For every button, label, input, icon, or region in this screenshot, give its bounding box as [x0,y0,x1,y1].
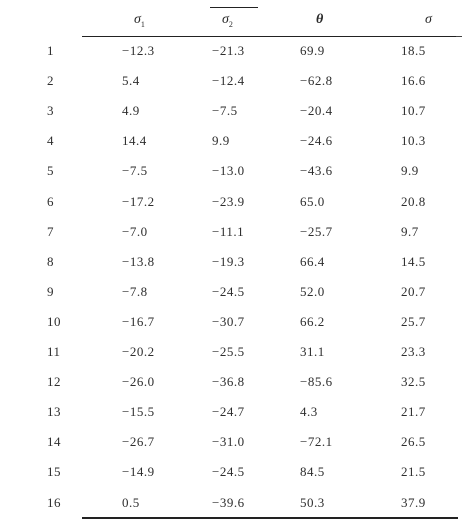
sigma-cell: 21.7 [401,404,426,420]
header-sigma-1: $\sigma_1$ [134,12,145,29]
sigma-cell: 32.5 [401,374,426,390]
sigma-cell: 37.9 [401,494,426,510]
sigma1-cell: −17.2 [122,193,155,209]
sigma2-cell: −31.0 [212,434,245,450]
header-sigma-2: $\sigma_2$ [222,12,233,29]
row-index: 5 [47,163,54,179]
top-rule [82,36,458,37]
sigma-cell: 20.8 [401,193,426,209]
sigma2-cell: −11.1 [212,223,245,239]
sigma2-cell: −24.5 [212,283,245,299]
theta-cell: 4.3 [300,404,318,420]
sigma-cell: 25.7 [401,313,426,329]
sigma2-cell: −21.3 [212,43,245,58]
sigma2-cell: −19.3 [212,253,245,269]
sigma-cell: 14.5 [401,253,426,269]
theta-cell: 66.2 [300,313,325,329]
row-index: 7 [47,223,54,239]
row-index: 14 [47,434,61,450]
row-index: 11 [47,344,61,359]
sigma2-cell: −7.5 [212,103,238,119]
theta-cell: −24.6 [300,133,333,149]
sigma-cell: 9.9 [401,163,419,179]
sigma-cell: 21.5 [401,464,426,480]
sigma-cell: 10.3 [401,133,426,149]
row-index: 16 [47,494,61,510]
sigma1-cell: 5.4 [122,73,140,89]
sigma1-cell: −7.8 [122,283,148,299]
bottom-rule [82,517,458,519]
sigma-cell: 9.7 [401,223,419,239]
theta-cell: 84.5 [300,464,325,480]
sigma2-cell: −13.0 [212,163,245,179]
sigma2-cell: −12.4 [212,73,245,89]
theta-cell: −72.1 [300,434,333,450]
theta-cell: −43.6 [300,163,333,179]
sigma1-cell: −15.5 [122,404,155,420]
sigma1-cell: −7.5 [122,163,148,179]
sigma1-cell: −13.8 [122,253,155,269]
sigma2-cell: 9.9 [212,133,230,149]
sigma2-cell: −30.7 [212,313,245,329]
sigma1-cell: 14.4 [122,133,147,149]
header-overbar [210,7,258,8]
sigma1-cell: −20.2 [122,344,155,359]
row-index: 9 [47,283,54,299]
row-index: 8 [47,253,54,269]
sigma-cell: 16.6 [401,73,426,89]
row-index: 3 [47,103,54,119]
sigma2-cell: −23.9 [212,193,245,209]
margin-dash [456,36,462,37]
sigma-cell: 18.5 [401,43,426,58]
sigma1-cell: −26.0 [122,374,155,390]
sigma-cell: 23.3 [401,344,426,359]
row-index: 13 [47,404,61,420]
row-index: 2 [47,73,54,89]
row-index: 1 [47,43,54,58]
theta-cell: −25.7 [300,223,333,239]
row-index: 12 [47,374,61,390]
sigma1-cell: −7.0 [122,223,148,239]
theta-cell: 65.0 [300,193,325,209]
sigma-cell: 26.5 [401,434,426,450]
theta-cell: 69.9 [300,43,325,58]
sigma2-cell: −39.6 [212,494,245,510]
row-index: 15 [47,464,61,480]
theta-cell: −62.8 [300,73,333,89]
sigma-cell: 10.7 [401,103,426,119]
theta-cell: 31.1 [300,344,325,359]
theta-cell: 50.3 [300,494,325,510]
theta-cell: 52.0 [300,283,325,299]
theta-cell: −85.6 [300,374,333,390]
header-sigma: σ [425,12,432,27]
sigma1-cell: 4.9 [122,103,140,119]
sigma1-cell: 0.5 [122,494,140,510]
sigma2-cell: −24.7 [212,404,245,420]
sigma1-cell: −14.9 [122,464,155,480]
row-index: 6 [47,193,54,209]
header-theta: θ [316,12,324,27]
sigma1-cell: −12.3 [122,43,155,58]
row-index: 10 [47,313,61,329]
sigma2-cell: −25.5 [212,344,245,359]
row-index: 4 [47,133,54,149]
sigma-cell: 20.7 [401,283,426,299]
sigma2-cell: −36.8 [212,374,245,390]
sigma2-cell: −24.5 [212,464,245,480]
theta-cell: −20.4 [300,103,333,119]
sigma1-cell: −26.7 [122,434,155,450]
theta-cell: 66.4 [300,253,325,269]
sigma1-cell: −16.7 [122,313,155,329]
